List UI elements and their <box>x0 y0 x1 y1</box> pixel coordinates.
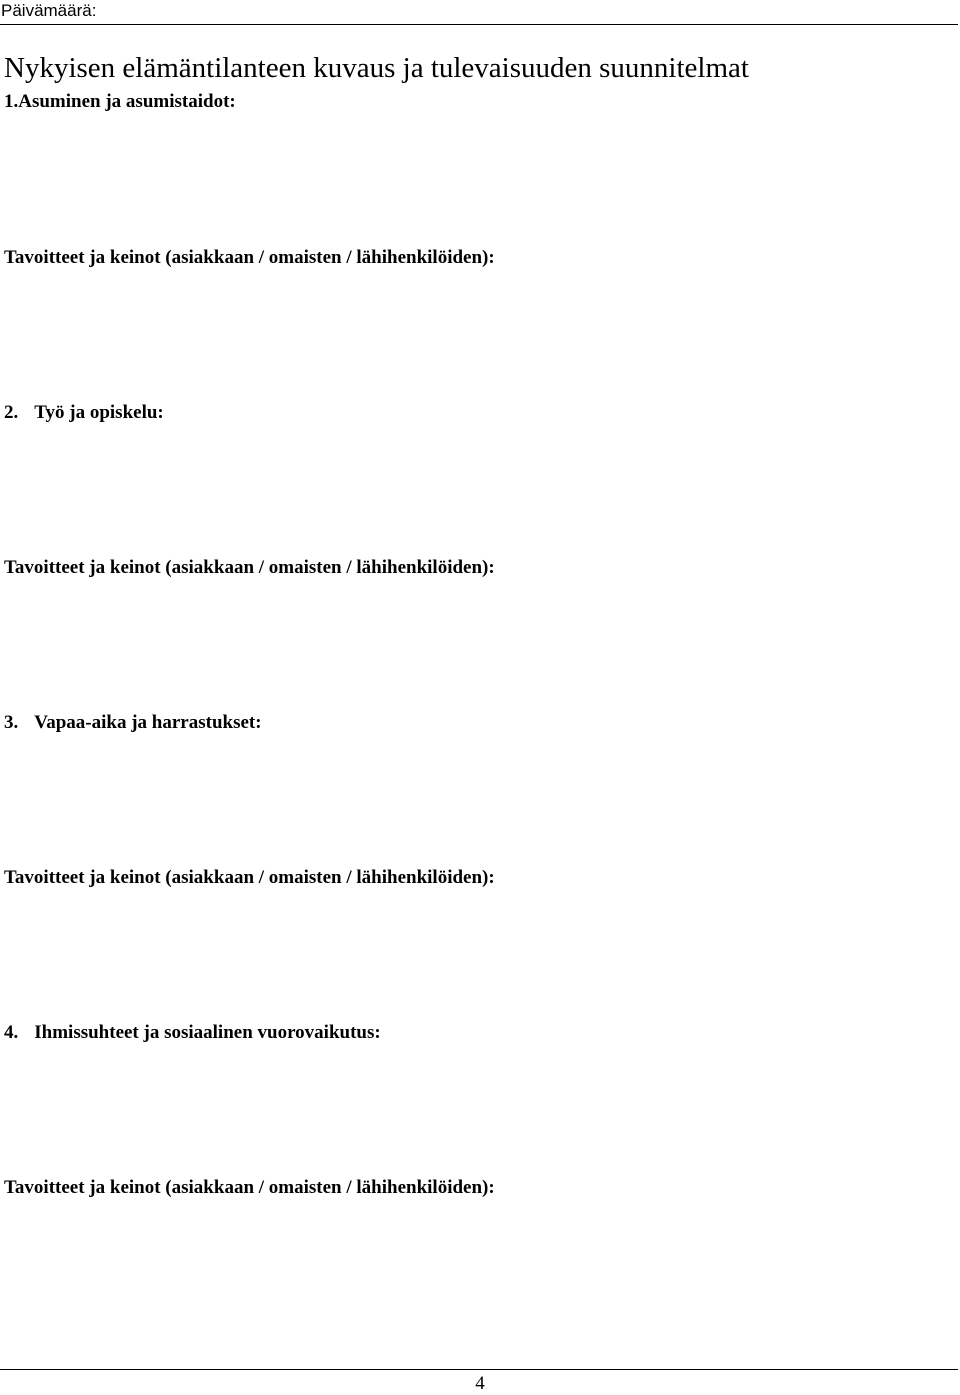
section-3-goals-label: Tavoitteet ja keinot (asiakkaan / omaisten / lähihenkilöiden): <box>4 867 495 888</box>
section-2-goals-label: Tavoitteet ja keinot (asiakkaan / omaisten / lähihenkilöiden): <box>4 557 495 578</box>
section-1-heading: 1.Asuminen ja asumistaidot: <box>4 91 236 112</box>
footer-divider <box>0 1369 958 1370</box>
section-4-heading <box>4 1022 381 1044</box>
section-3-title: Vapaa-aika ja harrastukset: <box>34 712 262 733</box>
section-2-heading <box>4 402 164 424</box>
section-1-goals-label: Tavoitteet ja keinot (asiakkaan / omaisten / lähihenkilöiden): <box>4 247 495 268</box>
section-4-goals-label: Tavoitteet ja keinot (asiakkaan / omaisten / lähihenkilöiden): <box>4 1177 495 1198</box>
section-4-title: Ihmissuhteet ja sosiaalinen vuorovaikutus: <box>34 1022 381 1043</box>
section-3-number: 3. <box>4 712 19 733</box>
page-title: Nykyisen elämäntilanteen kuvaus ja tulevaisuuden suunnitelmat <box>4 52 749 84</box>
section-2-title: Työ ja opiskelu: <box>34 402 164 423</box>
date-field <box>0 0 958 25</box>
section-4-number: 4. <box>4 1022 19 1043</box>
section-3-heading <box>4 712 262 734</box>
section-2-number: 2. <box>4 402 19 423</box>
page-number: 4 <box>475 1373 485 1394</box>
date-label: Päivämäärä: <box>1 1 97 20</box>
